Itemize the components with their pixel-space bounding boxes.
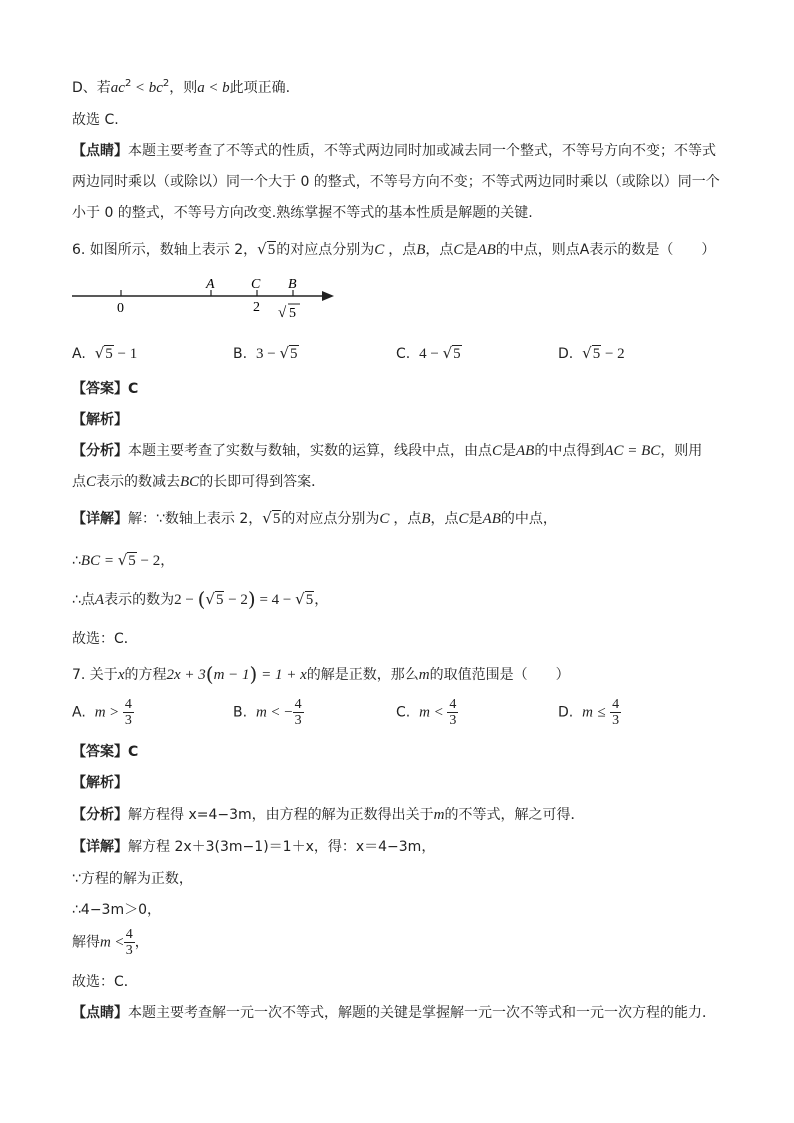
dianjing-1-line2: 两边同时乘以（或除以）同一个大于 0 的整式，不等号方向不变；不等式两边同时乘以（或除以）同一个 — [72, 174, 720, 190]
q6-choose: 故选：C． — [72, 631, 138, 647]
q7-dianjing: 【点睛】本题主要考查解一元一次不等式，解题的关键是掌握解一元一次不等式和一元一次方程的能力． — [72, 1005, 716, 1021]
q6-analysis-line1: 【分析】本题主要考查了实数与数轴，实数的运算，线段中点，由点C是AB的中点得到AC = BC，则用 — [72, 443, 703, 459]
q7-stem: 7. 关于x的方程2x + 3(m − 1) = 1 + x的解是正数，那么m的取值范围是（ ） — [72, 662, 570, 686]
q7-jiexi: 【解析】 — [72, 775, 128, 791]
q6-analysis-line2: 点C表示的数减去BC的长即可得到答案． — [72, 474, 326, 490]
q7-detail: 【详解】解方程 2x＋3(3m−1)＝1＋x，得：x＝4−3m， — [72, 839, 436, 855]
label-sqrt5-value: 5 — [289, 306, 296, 321]
q7-analysis: 【分析】解方程得 x=4−3m，由方程的解为正数得出关于m的不等式，解之可得． — [72, 807, 585, 823]
number-line-figure — [66, 270, 346, 326]
dianjing-1-line1: 【点睛】本题主要考查了不等式的性质，不等式两边同时加或减去同一个整式，不等号方向不变；不等式 — [72, 143, 716, 159]
label-c: C — [251, 277, 261, 292]
q6-step1: ∴BC = √5 − 2， — [72, 551, 175, 569]
label-a: A — [206, 277, 215, 292]
label-zero: 0 — [117, 301, 124, 316]
axis-arrow-icon — [322, 291, 334, 301]
q6-answer: 【答案】C — [72, 381, 139, 397]
q7-answer: 【答案】C — [72, 744, 139, 760]
label-two: 2 — [253, 300, 260, 315]
choose-c-1: 故选 C. — [72, 112, 119, 128]
q7-choose: 故选：C． — [72, 974, 138, 990]
option-d-conclusion: D、若$ac^2 < bc^2$，则a < b此项正确. — [72, 78, 291, 96]
q7-option-d: D. m ≤ $\frac{4}{3}$ — [558, 697, 620, 728]
label-b: B — [288, 277, 297, 292]
label-sqrt5-radical: √ — [278, 305, 287, 321]
q7-option-b: B. m < − $\frac{4}{3}$ — [233, 697, 302, 728]
q6-stem: 6. 如图所示，数轴上表示 2，√5的对应点分别为C ，点B，点C是AB的中点，则点A表示的数是（ ） — [72, 240, 716, 258]
q6-step2: ∴点A表示的数为2 − (√5 − 2) = 4 − √5， — [72, 587, 329, 611]
q7-step3: 解得m < $\frac{4}{3}$ ， — [72, 927, 149, 958]
q6-option-c: C. 4 − √5 — [396, 344, 461, 362]
q6-jiexi: 【解析】 — [72, 412, 128, 428]
q7-option-c: C. m < $\frac{4}{3}$ — [396, 697, 457, 728]
q6-option-d: D. √5 − 2 — [558, 344, 625, 362]
dianjing-1-line3: 小于 0 的整式，不等号方向改变.熟练掌握不等式的基本性质是解题的关键. — [72, 205, 533, 221]
q7-step1: ∵方程的解为正数， — [72, 871, 193, 887]
q7-step2: ∴4−3m＞0， — [72, 902, 161, 918]
q7-option-a: A. m > $\frac{4}{3}$ — [72, 697, 132, 728]
q6-option-a: A. √5 − 1 — [72, 344, 138, 362]
q6-option-b: B. 3 − √5 — [233, 344, 298, 362]
q6-detail-line1: 【详解】解：∵数轴上表示 2，√5的对应点分别为C ，点B，点C是AB的中点， — [72, 509, 557, 527]
